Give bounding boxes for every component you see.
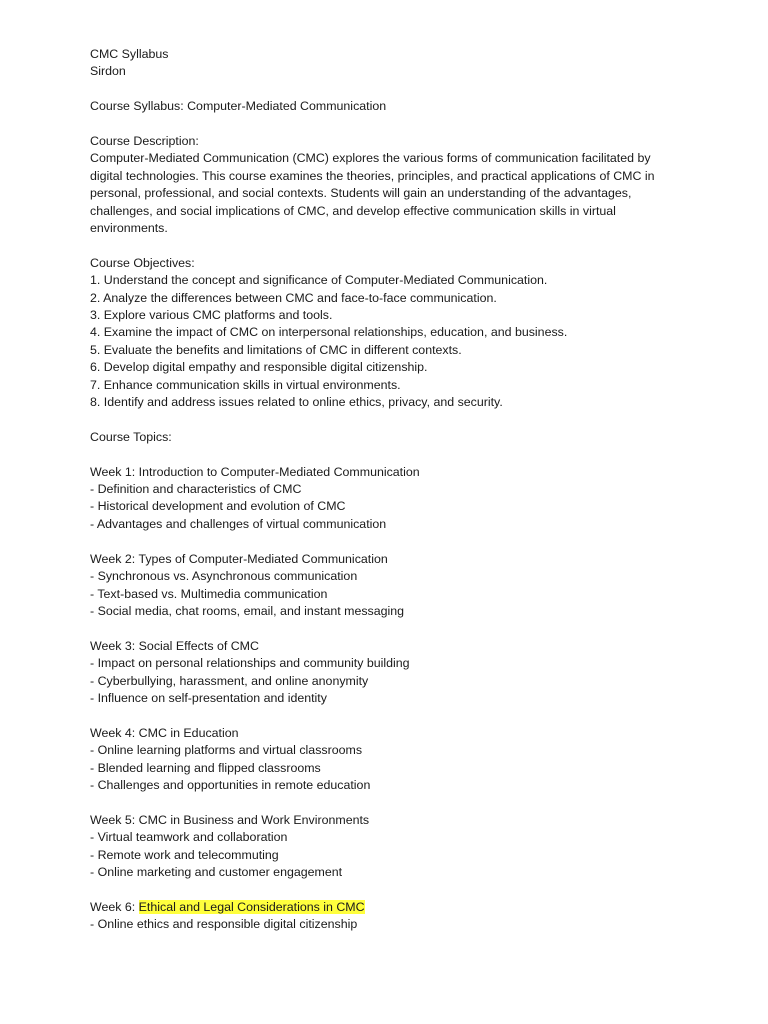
week-topic-item: - Challenges and opportunities in remote education [90,777,371,792]
description-line: environments. [90,221,168,236]
week-number: Week 3: [90,638,139,653]
description-line: Computer-Mediated Communication (CMC) explores the various forms of communication facilitated by [90,151,651,166]
blank-line [90,794,690,811]
objective-item: 6. Develop digital empathy and responsible digital citizenship. [90,360,428,375]
week-number: Week 2: [90,551,139,566]
objective-item: 2. Analyze the differences between CMC and face-to-face communication. [90,290,497,305]
week-topic-item: - Social media, chat rooms, email, and instant messaging [90,603,405,618]
week-number: Week 4: [90,725,139,740]
week-topic-item: - Influence on self-presentation and identity [90,690,327,705]
week-heading [90,899,690,916]
blank-line [90,237,690,254]
week-topic-item: - Virtual teamwork and collaboration [90,830,288,845]
week-topic-item: - Definition and characteristics of CMC [90,482,302,497]
week-topic-item: - Online marketing and customer engagement [90,864,343,879]
week-title: CMC in Business and Work Environments [138,812,370,827]
week-heading [90,812,690,829]
week-number: Week 1: [90,464,139,479]
week-title: Introduction to Computer-Mediated Communication [138,464,420,479]
week-topic-item: - Online ethics and responsible digital citizenship [90,917,358,932]
objective-item: 1. Understand the concept and significance of Computer-Mediated Communication. [90,273,548,288]
document-page [90,46,690,934]
syllabus-title: Course Syllabus: Computer-Mediated Communication [90,99,387,114]
objective-item: 4. Examine the impact of CMC on interpersonal relationships, education, and business. [90,325,568,340]
objective-item: 5. Evaluate the benefits and limitations of CMC in different contexts. [90,342,462,357]
document-name: CMC Syllabus [90,47,169,61]
blank-line [90,881,690,898]
objective-item: 7. Enhance communication skills in virtual environments. [90,377,401,392]
week-topic-item: - Remote work and telecommuting [90,847,279,862]
objective-item: 3. Explore various CMC platforms and tools. [90,308,333,323]
objectives-heading: Course Objectives: [90,255,195,270]
blank-line [90,533,690,550]
description-heading: Course Description: [90,134,199,148]
blank-line [90,81,690,98]
blank-line [90,116,690,133]
week-topic-item: - Synchronous vs. Asynchronous communication [90,569,358,584]
week-topic-item: - Impact on personal relationships and community building [90,656,410,671]
week-title: CMC in Education [138,725,239,740]
week-title: Social Effects of CMC [138,638,259,653]
week-topic-item: - Text-based vs. Multimedia communication [90,586,328,601]
week-heading [90,725,690,742]
week-heading [90,551,690,568]
objective-item: 8. Identify and address issues related to online ethics, privacy, and security. [90,395,503,410]
week-number: Week 6: [90,899,139,914]
week-title: Types of Computer-Mediated Communication [138,551,388,566]
week-heading [90,464,690,481]
week-topic-item: - Historical development and evolution of CMC [90,499,346,514]
week-number: Week 5: [90,812,139,827]
topics-heading: Course Topics: [90,429,172,444]
blank-line [90,446,690,463]
week-topic-item: - Cyberbullying, harassment, and online anonymity [90,673,369,688]
blank-line [90,620,690,637]
highlighted-week-title: Ethical and Legal Considerations in CMC [138,899,365,914]
week-topic-item: - Online learning platforms and virtual classrooms [90,743,363,758]
description-line: digital technologies. This course examines the theories, principles, and practical applications of CMC in [90,168,655,183]
blank-line [90,707,690,724]
blank-line [90,411,690,428]
week-topic-item: - Advantages and challenges of virtual communication [90,516,387,531]
week-topic-item: - Blended learning and flipped classrooms [90,760,321,775]
description-line: challenges, and social implications of CMC, and develop effective communication skills in virtual [90,203,616,218]
week-heading [90,638,690,655]
author-name: Sirdon [90,64,126,79]
description-line: personal, professional, and social contexts. Students will gain an understanding of the advantages, [90,186,632,201]
